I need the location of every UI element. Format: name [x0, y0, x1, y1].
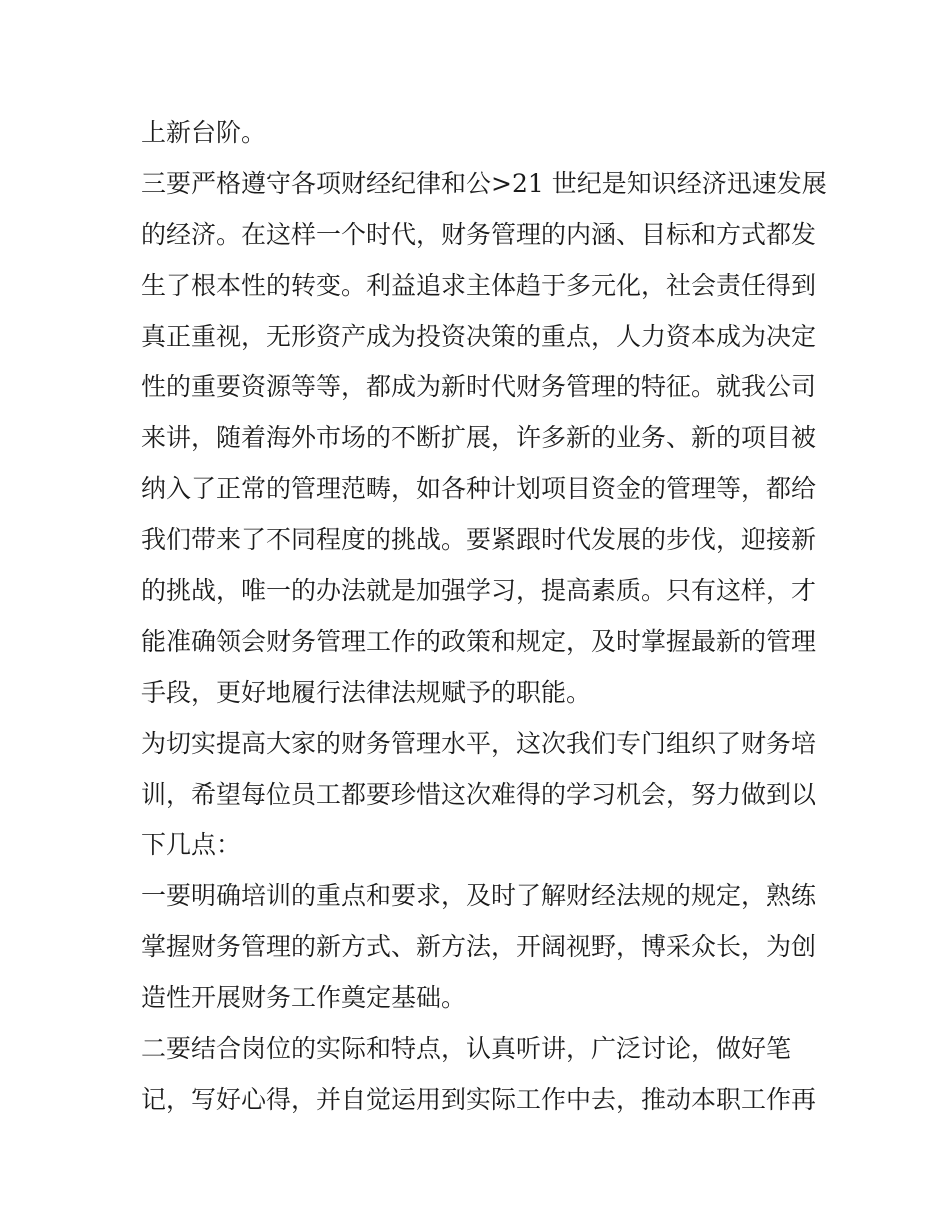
paragraph-2 — [141, 159, 827, 719]
text-line: 的挑战，唯一的办法就是加强学习，提高素质。只有这样，才 — [141, 576, 817, 606]
paragraph-5 — [141, 1024, 821, 1126]
paragraph-4 — [141, 871, 821, 1024]
text-line: 手段，更好地履行法律法规赋予的职能。 — [141, 677, 592, 707]
document-body — [141, 108, 827, 1126]
text-line: 二要结合岗位的实际和特点，认真听讲，广泛讨论，做好笔 — [141, 1034, 792, 1064]
text-line: 上新台阶。 — [141, 118, 267, 147]
text-line: 下几点： — [141, 830, 242, 860]
text-line: 记，写好心得，并自觉运用到实际工作中去，推动本职工作再 — [141, 1084, 817, 1114]
text-line: 纳入了正常的管理范畴，如各种计划项目资金的管理等，都给 — [141, 474, 817, 504]
text-line: 能准确领会财务管理工作的政策和规定，及时掌握最新的管理 — [141, 626, 817, 656]
text-line: 造性开展财务工作奠定基础。 — [141, 983, 467, 1013]
text-line: 三要严格遵守各项财经纪律和公>21 世纪是知识经济迅速发展 — [141, 168, 827, 198]
text-line: 性的重要资源等等，都成为新时代财务管理的特征。就我公司 — [141, 372, 817, 402]
text-line: 为切实提高大家的财务管理水平，这次我们专门组织了财务培 — [141, 728, 817, 758]
text-line: 训，希望每位员工都要珍惜这次难得的学习机会，努力做到以 — [141, 779, 817, 809]
text-line: 生了根本性的转变。利益追求主体趋于多元化，社会责任得到 — [141, 270, 817, 300]
text-line: 来讲，随着海外市场的不断扩展，许多新的业务、新的项目被 — [141, 423, 817, 453]
text-line: 真正重视，无形资产成为投资决策的重点，人力资本成为决定 — [141, 321, 817, 351]
text-line: 我们带来了不同程度的挑战。要紧跟时代发展的步伐，迎接新 — [141, 525, 817, 555]
paragraph-1 — [141, 108, 821, 159]
paragraph-3 — [141, 719, 821, 872]
text-line: 的经济。在这样一个时代，财务管理的内涵、目标和方式都发 — [141, 219, 817, 249]
text-line: 一要明确培训的重点和要求，及时了解财经法规的规定，熟练 — [141, 881, 817, 911]
text-line: 掌握财务管理的新方式、新方法，开阔视野，博采众长，为创 — [141, 932, 817, 962]
